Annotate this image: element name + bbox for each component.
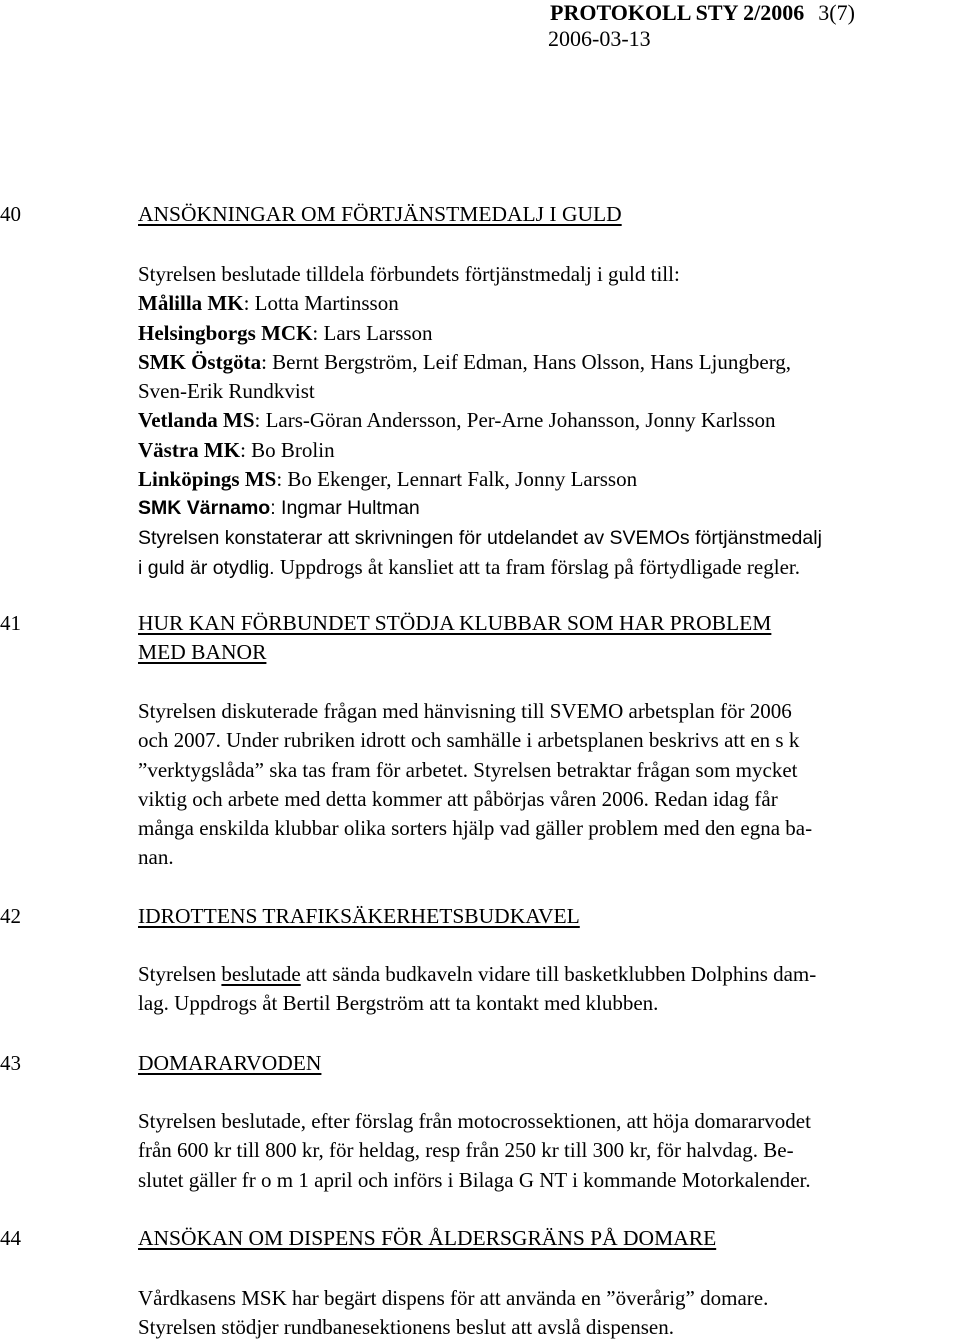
body-line: och 2007. Under rubriken idrott och samhälle i arbetsplanen beskrivs att en s k bbox=[138, 728, 800, 753]
club-name: Västra MK bbox=[138, 437, 241, 462]
protocol-title bbox=[550, 0, 950, 26]
award-names: Sven-Erik Rundkvist bbox=[138, 379, 315, 404]
section-heading-line: HUR KAN FÖRBUNDET STÖDJA KLUBBAR SOM HAR PROBLEM bbox=[138, 611, 772, 635]
section-heading-line: MED BANOR bbox=[138, 640, 267, 664]
medal-note-line bbox=[138, 553, 953, 583]
body-line: nan. bbox=[138, 845, 174, 870]
club-name: Vetlanda MS bbox=[138, 408, 255, 433]
award-line bbox=[138, 465, 953, 494]
medal-note-rest: Uppdrogs åt kansliet att ta fram förslag på förtydligade regler. bbox=[274, 554, 800, 579]
medal-note-sans: i guld är otydlig. bbox=[138, 556, 275, 579]
award-line bbox=[138, 289, 953, 318]
club-name: Helsingborgs MCK bbox=[138, 320, 313, 345]
club-name: Målilla MK bbox=[138, 291, 244, 316]
body-line: från 600 kr till 800 kr, för heldag, resp från 250 kr till 300 kr, för halvdag. Be- bbox=[138, 1138, 794, 1163]
body-line: Styrelsen beslutade, efter förslag från motocrossektionen, att höja domararvodet bbox=[138, 1109, 811, 1133]
section-heading: IDROTTENS TRAFIKSÄKERHETSBUDKAVEL bbox=[138, 904, 580, 928]
section-number: 42 bbox=[0, 904, 21, 928]
section-heading bbox=[138, 609, 938, 667]
section-body bbox=[138, 1107, 953, 1195]
section-number: 40 bbox=[0, 202, 21, 226]
section-heading: ANSÖKNINGAR OM FÖRTJÄNSTMEDALJ I GULD bbox=[138, 202, 622, 226]
club-name: SMK Östgöta bbox=[138, 349, 262, 374]
award-names: : Lars Larsson bbox=[312, 320, 433, 345]
award-line bbox=[138, 348, 953, 377]
body-line: slutet gäller fr o m 1 april och införs i Bilaga G NT i kommande Motorkalender. bbox=[138, 1167, 811, 1192]
protocol-title-text: PROTOKOLL STY 2/2006 bbox=[550, 0, 805, 25]
section-body bbox=[138, 1284, 953, 1343]
section-number: 41 bbox=[0, 611, 21, 635]
body-line: Styrelsen stödjer rundbanesektionens beslut att avslå dispensen. bbox=[138, 1315, 674, 1340]
page-number: 3(7) bbox=[818, 0, 855, 25]
body-line: ”verktygslåda” ska tas fram för arbetet. Styrelsen betraktar frågan som mycket bbox=[138, 757, 798, 782]
award-line bbox=[138, 436, 953, 465]
body-line: många enskilda klubbar olika sorters hjälp vad gäller problem med den egna ba- bbox=[138, 816, 813, 841]
club-name: SMK Värnamo bbox=[138, 497, 271, 520]
award-line bbox=[138, 319, 953, 348]
award-names: : Lotta Martinsson bbox=[243, 291, 399, 316]
section-body bbox=[138, 697, 953, 873]
body-line: viktig och arbete med detta kommer att påbörjas våren 2006. Redan idag får bbox=[138, 786, 778, 811]
body-rest: att sända budkaveln vidare till basketklubben Dolphins dam- bbox=[300, 962, 817, 986]
section-body bbox=[138, 960, 953, 1019]
award-intro: Styrelsen beslutade tilldela förbundets förtjänstmedalj i guld till: bbox=[138, 262, 680, 286]
body-underlined-word: beslutade bbox=[221, 962, 301, 986]
award-names: : Ingmar Hultman bbox=[270, 497, 420, 520]
body-prefix: Styrelsen bbox=[138, 962, 222, 986]
award-line bbox=[138, 406, 953, 435]
section-number: 43 bbox=[0, 1051, 21, 1075]
award-names: : Bernt Bergström, Leif Edman, Hans Olsson, Hans Ljungberg, bbox=[261, 349, 792, 374]
body-line: lag. Uppdrogs åt Bertil Bergström att ta kontakt med klubben. bbox=[138, 991, 659, 1016]
body-line bbox=[138, 960, 953, 989]
award-line bbox=[138, 377, 953, 406]
body-line: Styrelsen diskuterade frågan med hänvisning till SVEMO arbetsplan för 2006 bbox=[138, 699, 792, 723]
club-name: Linköpings MS bbox=[138, 467, 277, 492]
award-names: : Bo Brolin bbox=[240, 437, 335, 462]
section-heading: ANSÖKAN OM DISPENS FÖR ÅLDERSGRÄNS PÅ DOMARE bbox=[138, 1226, 717, 1250]
medal-note-line: Styrelsen konstaterar att skrivningen för utdelandet av SVEMOs förtjänstmedalj bbox=[138, 526, 822, 549]
award-names: : Lars-Göran Andersson, Per-Arne Johansson, Jonny Karlsson bbox=[254, 408, 776, 433]
section-number: 44 bbox=[0, 1226, 21, 1250]
section-body bbox=[138, 260, 953, 583]
body-line: Vårdkasens MSK har begärt dispens för att använda en ”överårig” domare. bbox=[138, 1286, 769, 1310]
award-names: : Bo Ekenger, Lennart Falk, Jonny Larsson bbox=[276, 467, 638, 492]
section-heading: DOMARARVODEN bbox=[138, 1051, 322, 1075]
award-line bbox=[138, 494, 953, 523]
protocol-date: 2006-03-13 bbox=[548, 26, 651, 51]
page-header bbox=[550, 0, 950, 52]
